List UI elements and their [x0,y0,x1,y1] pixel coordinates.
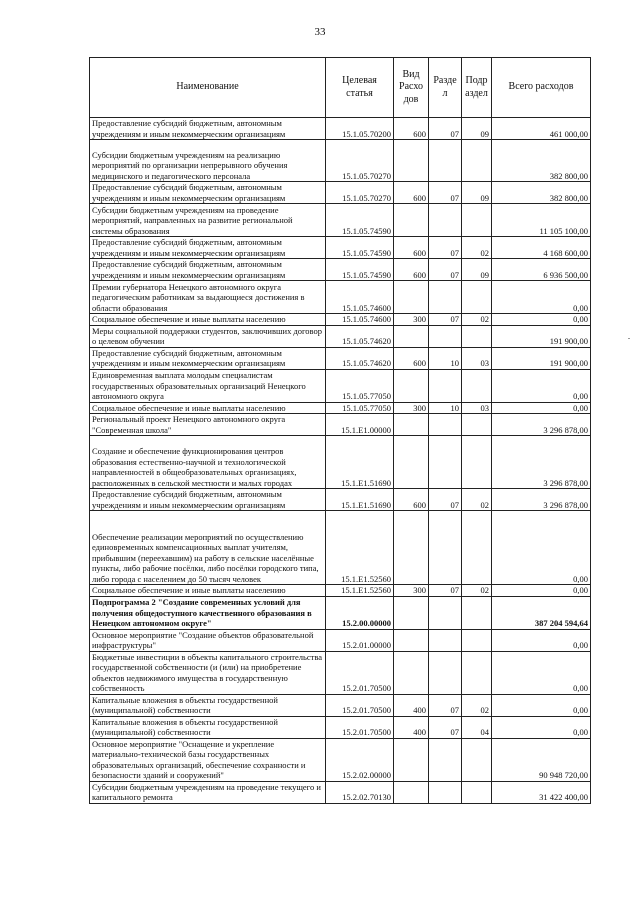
row-name: Предоставление субсидий бюджетным, автономным учреждениям и иным некоммерческим организациям [90,259,326,281]
total-amount: 0,00 [492,511,591,585]
header-section: Разде л [429,58,462,118]
header-name: Наименование [90,58,326,118]
section-code: 07 [429,489,462,511]
expense-kind: 600 [394,118,429,140]
target-article-code: 15.1.05.77050 [326,402,394,414]
table-row [90,738,591,781]
target-article-code: 15.1.05.74600 [326,314,394,326]
section-code: 07 [429,259,462,281]
header-total-expenses: Всего расходов [492,58,591,118]
expense-kind [394,281,429,314]
row-name: Меры социальной поддержки студентов, заключивших договор о целевом обучении [90,325,326,347]
target-article-code: 15.2.01.70500 [326,716,394,738]
target-article-code: 15.1.05.70270 [326,182,394,204]
section-code [429,651,462,694]
section-code [429,511,462,585]
scan-mark [628,338,630,339]
subsection-code [462,204,492,237]
target-article-code: 15.1.E1.51690 [326,436,394,489]
expense-kind: 600 [394,237,429,259]
target-article-code: 15.1.05.74590 [326,204,394,237]
section-code: 07 [429,314,462,326]
total-amount: 90 948 720,00 [492,738,591,781]
subsection-code [462,140,492,182]
row-name: Создание и обеспечение функционирования центров образования естественно-научной и технологической направленностей в общеобразовательных организациях, расположенных в сельской местности и малых городах [90,436,326,489]
target-article-code: 15.1.05.74600 [326,281,394,314]
table-row [90,694,591,716]
subsection-code: 04 [462,716,492,738]
subsection-code: 02 [462,314,492,326]
table-row [90,651,591,694]
row-name: Основное мероприятие "Создание объектов образовательной инфраструктуры" [90,629,326,651]
section-code: 07 [429,694,462,716]
expense-kind [394,325,429,347]
subsection-code: 03 [462,402,492,414]
section-code [429,369,462,402]
target-article-code: 15.1.05.77050 [326,369,394,402]
expense-kind [394,596,429,629]
subsection-code [462,511,492,585]
table-row [90,596,591,629]
total-amount: 387 204 594,64 [492,596,591,629]
section-code: 07 [429,237,462,259]
expense-kind [394,738,429,781]
section-code: 07 [429,118,462,140]
subsection-code [462,781,492,803]
row-name: Предоставление субсидий бюджетным, автономным учреждениям и иным некоммерческим организациям [90,182,326,204]
table-row [90,585,591,597]
section-code [429,596,462,629]
total-amount: 0,00 [492,402,591,414]
subsection-code: 09 [462,118,492,140]
subsection-code [462,325,492,347]
table-row [90,347,591,369]
row-name: Подпрограмма 2 "Создание современных условий для получения общедоступного качественного образования в Ненецком автономном округе" [90,596,326,629]
table-row [90,402,591,414]
expense-kind: 600 [394,259,429,281]
subsection-code [462,414,492,436]
target-article-code: 15.1.E1.51690 [326,489,394,511]
row-name: Субсидии бюджетным учреждениям на проведение текущего и капитального ремонта [90,781,326,803]
table-row [90,436,591,489]
table-row [90,781,591,803]
total-amount: 0,00 [492,369,591,402]
table-row [90,325,591,347]
header-target-article: Целевая статья [326,58,394,118]
row-name: Субсидии бюджетным учреждениям на проведение мероприятий, направленных на развитие региональной системы образования [90,204,326,237]
total-amount: 3 296 878,00 [492,436,591,489]
row-name: Премии губернатора Ненецкого автономного округа педагогическим работникам за выдающиеся достижения в области образования [90,281,326,314]
section-code [429,140,462,182]
section-code: 07 [429,716,462,738]
table-row [90,369,591,402]
section-code [429,325,462,347]
section-code: 07 [429,182,462,204]
row-name: Региональный проект Ненецкого автономного округа "Современная школа" [90,414,326,436]
expense-kind: 300 [394,585,429,597]
section-code [429,629,462,651]
expense-kind: 400 [394,716,429,738]
target-article-code: 15.2.02.70130 [326,781,394,803]
target-article-code: 15.2.00.00000 [326,596,394,629]
row-name: Бюджетные инвестиции в объекты капитального строительства государственной собственности (и (или) на приобретение объектов недвижимого имущества в государственную собственность [90,651,326,694]
subsection-code: 02 [462,237,492,259]
table-row [90,281,591,314]
table-row [90,414,591,436]
table-row [90,204,591,237]
total-amount: 0,00 [492,281,591,314]
expense-kind [394,629,429,651]
total-amount: 31 422 400,00 [492,781,591,803]
row-name: Социальное обеспечение и иные выплаты населению [90,314,326,326]
row-name: Предоставление субсидий бюджетным, автономным учреждениям и иным некоммерческим организациям [90,237,326,259]
page-number: 33 [314,26,326,38]
row-name: Субсидии бюджетным учреждениям на реализацию мероприятий по организации непрерывного обучения медицинского и педагогического персонала [90,140,326,182]
target-article-code: 15.2.02.00000 [326,738,394,781]
expense-kind: 600 [394,347,429,369]
table-row [90,314,591,326]
row-name: Социальное обеспечение и иные выплаты населению [90,402,326,414]
subsection-code: 02 [462,585,492,597]
total-amount: 11 105 100,00 [492,204,591,237]
total-amount: 382 800,00 [492,140,591,182]
total-amount: 6 936 500,00 [492,259,591,281]
subsection-code: 03 [462,347,492,369]
total-amount: 0,00 [492,585,591,597]
subsection-code [462,436,492,489]
section-code [429,738,462,781]
table-row [90,182,591,204]
expense-kind [394,369,429,402]
total-amount: 3 296 878,00 [492,489,591,511]
section-code: 10 [429,347,462,369]
expense-kind [394,511,429,585]
expense-kind [394,781,429,803]
row-name: Предоставление субсидий бюджетным, автономным учреждениям и иным некоммерческим организациям [90,118,326,140]
expense-kind [394,414,429,436]
table-row [90,140,591,182]
expense-kind [394,436,429,489]
section-code [429,414,462,436]
section-code: 10 [429,402,462,414]
row-name: Предоставление субсидий бюджетным, автономным учреждениям и иным некоммерческим организациям [90,489,326,511]
subsection-code [462,369,492,402]
row-name: Капитальные вложения в объекты государственной (муниципальной) собственности [90,694,326,716]
expense-kind [394,140,429,182]
subsection-code [462,738,492,781]
row-name: Предоставление субсидий бюджетным, автономным учреждениям и иным некоммерческим организациям [90,347,326,369]
subsection-code: 09 [462,182,492,204]
total-amount: 4 168 600,00 [492,237,591,259]
target-article-code: 15.1.E1.52560 [326,585,394,597]
expense-kind [394,204,429,237]
section-code: 07 [429,585,462,597]
total-amount: 0,00 [492,651,591,694]
section-code [429,436,462,489]
table-row [90,716,591,738]
table-row [90,489,591,511]
row-name: Обеспечение реализации мероприятий по осуществлению единовременных компенсационных выплат учителям, прибывшим (переехавшим) на работу в сельские населённые пункты, либо рабочие посёлки, либо посёлки городского типа, либо города с населением до 50 тысяч человек [90,511,326,585]
target-article-code: 15.1.05.74620 [326,347,394,369]
subsection-code [462,596,492,629]
target-article-code: 15.2.01.00000 [326,629,394,651]
section-code [429,204,462,237]
row-name: Основное мероприятие "Оснащение и укрепление материально-технической базы государственных образовательных организаций, обеспечение сохранности и безопасности зданий и сооружений" [90,738,326,781]
total-amount: 191 900,00 [492,325,591,347]
table-row [90,259,591,281]
target-article-code: 15.1.E1.52560 [326,511,394,585]
total-amount: 382 800,00 [492,182,591,204]
target-article-code: 15.2.01.70500 [326,694,394,716]
total-amount: 191 900,00 [492,347,591,369]
total-amount: 0,00 [492,694,591,716]
table-row [90,118,591,140]
subsection-code [462,629,492,651]
target-article-code: 15.1.05.74590 [326,259,394,281]
row-name: Социальное обеспечение и иные выплаты населению [90,585,326,597]
target-article-code: 15.1.05.70200 [326,118,394,140]
subsection-code: 02 [462,694,492,716]
subsection-code [462,651,492,694]
subsection-code [462,281,492,314]
table-header-row [90,58,591,118]
total-amount: 461 000,00 [492,118,591,140]
expense-kind: 400 [394,694,429,716]
row-name: Единовременная выплата молодым специалистам государственных образовательных организаций Ненецкого автономного округа [90,369,326,402]
section-code [429,781,462,803]
table-row [90,629,591,651]
subsection-code: 02 [462,489,492,511]
section-code [429,281,462,314]
target-article-code: 15.1.05.70270 [326,140,394,182]
subsection-code: 09 [462,259,492,281]
table-row [90,511,591,585]
total-amount: 0,00 [492,314,591,326]
expense-kind: 600 [394,182,429,204]
expense-kind: 300 [394,402,429,414]
expense-kind: 300 [394,314,429,326]
table-row [90,237,591,259]
target-article-code: 15.1.05.74590 [326,237,394,259]
total-amount: 0,00 [492,716,591,738]
target-article-code: 15.2.01.70500 [326,651,394,694]
total-amount: 0,00 [492,629,591,651]
row-name: Капитальные вложения в объекты государственной (муниципальной) собственности [90,716,326,738]
target-article-code: 15.1.E1.00000 [326,414,394,436]
expenditure-table [89,57,591,804]
expense-kind [394,651,429,694]
expense-kind: 600 [394,489,429,511]
header-subsection: Подр аздел [462,58,492,118]
header-expense-kind: Вид Расхо дов [394,58,429,118]
target-article-code: 15.1.05.74620 [326,325,394,347]
total-amount: 3 296 878,00 [492,414,591,436]
